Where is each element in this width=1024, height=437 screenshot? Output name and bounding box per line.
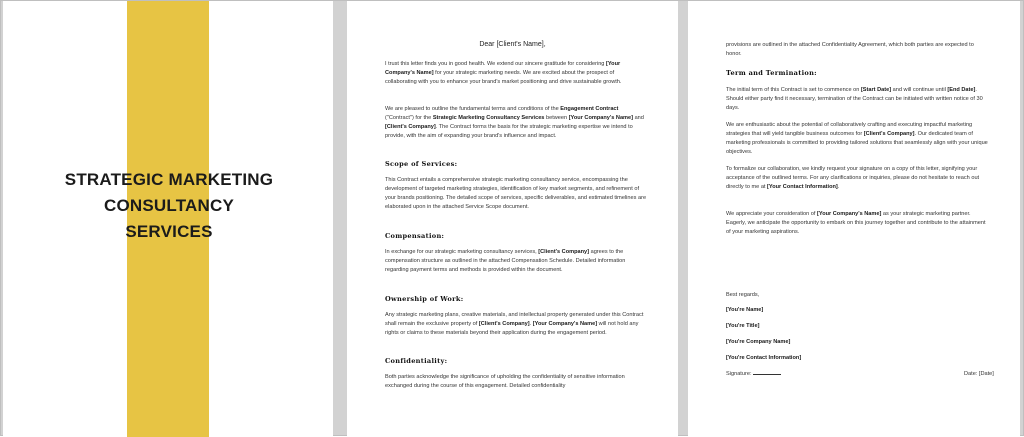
sign-contact: [You're Contact Information] [726,355,802,361]
sign-name: [You're Name] [726,307,764,313]
ownership-paragraph: Any strategic marketing plans, creative materials, and intellectual property generated under this Contract shall remain the exclusive property of [Client's Company]. [Your Company's Name] will not hold any rights or claims to these materials beyond their application during the engagement period. [385,312,644,337]
signature-underline [753,374,781,375]
sign-company: [You're Company Name] [726,339,791,345]
intro-paragraph: I trust this letter finds you in good health. We extend our sincere gratitude for considering [Your Company's Name] for your strategic marketing needs. We are excited about the prospect of collaborating with you to enhance your brand's market positioning and drive sustainable growth. [385,61,622,86]
ownership-heading: Ownership of Work: [385,295,464,303]
cover-page [3,1,333,437]
sign-title: [You're Title] [726,323,760,329]
salutation-suffix: , [543,41,546,48]
confidentiality-paragraph: Both parties acknowledge the significance of upholding the confidentiality of sensitive information exchanged during the course of this engagement. Detailed confidentiality [385,374,625,390]
enthusiastic-paragraph: We are enthusiastic about the potential of collaboratively crafting and executing impactful marketing strategies that will yield tangible business outcomes for [Client's Company]. Our dedicated team of marketing professionals is committed to providing tailored solutions that seamlessly align with your unique objectives. [726,122,988,156]
compensation-paragraph: In exchange for our strategic marketing consultancy services, [Client's Company] agrees to the compensation structure as outlined in the attached Compensation Schedule. Detailed information regarding payment terms and methods is provided within the document. [385,249,626,274]
signature-label: Signature: [726,371,752,377]
compensation-heading: Compensation: [385,232,445,240]
term-paragraph: The initial term of this Contract is set to commence on [Start Date] and will continue until [End Date]. Should either party find it necessary, termination of the Contract can be initiated with written notice of 30 days. [726,87,983,112]
letter-page-1 [347,1,678,437]
salutation-name: [Client's Name] [496,41,544,48]
scope-paragraph: This Contract entails a comprehensive strategic marketing consultancy service, encompassing the development of targeted marketing strategies, identification of key market segments, and refinement of your brands positioning. The detailed scope of services, specific deliverables, and estimated timelines are elaborated upon in the attached Service Scope document. [385,177,647,211]
outline-paragraph: We are pleased to outline the fundamental terms and conditions of the Engagement Contract ("Contract") for the Strategic Marketing Consultancy Services between [Your Company's Name] and [Client's Company]. The Contract forms the basis for the strategic marketing expertise we intend to provide, with the aim of expanding your brand's influence and impact. [385,106,644,140]
scope-heading: Scope of Services: [385,160,458,168]
letter-page-2 [688,1,1020,437]
salutation-prefix: Dear [479,41,497,48]
formalize-paragraph: To formalize our collaboration, we kindly request your signature on a copy of this letter, signifying your acceptance of the outlined terms. For any clarifications or inquiries, please do not hesitate to reach out directly to me at [Your Contact Information]. [726,166,980,191]
date-label: Date: [Date] [964,371,994,377]
salutation [347,41,678,48]
cover-title [33,167,305,245]
confidentiality-heading: Confidentiality: [385,357,448,365]
cover-title-line-1: STRATEGIC MARKETING [64,170,274,189]
closing: Best regards, [726,292,760,298]
confidentiality-continuation: provisions are outlined in the attached Confidentiality Agreement, which both parties are expected to honor. [726,42,974,58]
appreciate-paragraph: We appreciate your consideration of [Your Company's Name] as your strategic marketing partner. Eagerly, we anticipate the opportunity to embark on this journey together and contribute to the attainment of your marketing aspirations. [726,211,986,236]
signature-line [726,370,996,379]
term-heading: Term and Termination: [726,69,817,77]
cover-title-line-3: SERVICES [125,222,213,241]
cover-title-line-2: CONSULTANCY [103,196,234,215]
